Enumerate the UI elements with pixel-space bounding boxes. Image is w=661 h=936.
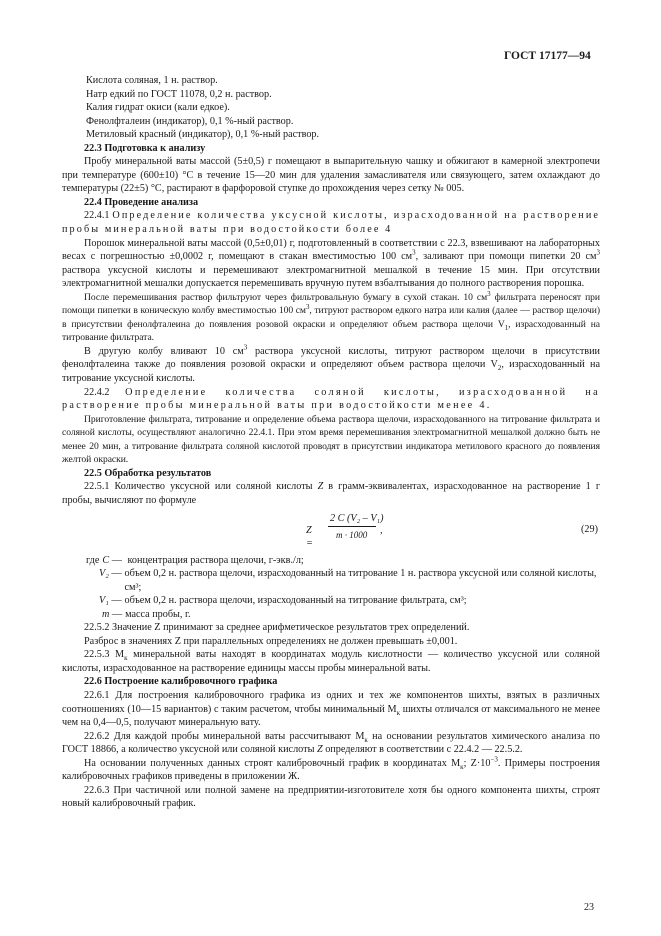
text-run: определяют в соответствии с 22.4.2 — 22.5.2. bbox=[322, 744, 523, 756]
superscript: −3 bbox=[490, 755, 498, 764]
clause-number: 22.4.2 bbox=[84, 386, 110, 398]
definition-row: V₂ — объем 0,2 н. раствора щелочи, израсходованный на титрование 1 н. раствора уксусной или соляной кислоты, см³; bbox=[62, 567, 600, 594]
variable-symbol: C bbox=[102, 554, 110, 566]
text-run: фильтрата переносят при помощи пипетки в коническую колбу вместимостью 100 см bbox=[62, 291, 601, 317]
paragraph: 22.6.1 Для построения калибровочного графика из одних и тех же компонентов шихты, взятых в различных соотношениях (10—15 вариантов) с таким расчетом, чтобы минимальный $М_к$ шихты отличался от максимального не менее чем на 0,4—0,5, получают минеральную вату. bbox=[62, 689, 600, 729]
definition-row: m — масса пробы, г. bbox=[62, 608, 600, 622]
reagent-line: Натр едкий по ГОСТ 11078, 0,2 н. раствор. bbox=[86, 88, 272, 100]
paragraph: В другую колбу вливают 10 $см^3$ раствора уксусной кислоты, титруют раствором щелочи в присутствии фенолфталеина также до появления розовой окраски и определяют объем раствора щелочи $V_2$, израсходованный на титрование уксусной кислоты. bbox=[62, 343, 600, 385]
text-run: , израсходованный на титрование фильтрата. bbox=[62, 318, 601, 344]
paragraph: 22.5.1 Количество уксусной или соляной кислоты Z в грамм-эквивалентах, израсходованное на растворение 1 г пробы, вычисляют по формуле bbox=[62, 481, 600, 506]
text-run: . Примеры построения калибровочных графиков приведены в приложении Ж. bbox=[62, 757, 600, 783]
text-run: ; Z·10 bbox=[463, 757, 491, 769]
variable-text: концентрация раствора щелочи, г-экв./л; bbox=[127, 554, 304, 566]
subsection-title-22-4-2 bbox=[62, 386, 600, 413]
text-run: Порошок минеральной ваты массой (0,5±0,01) г, подготовленный в соответствии с 22.3, взвешивают на лабораторных весах с погрешностью ±0,0002 г, помещают в стакан вместимостью 100 см bbox=[62, 237, 600, 263]
paragraph: Приготовление фильтрата, титрование и определение объема раствора щелочи, израсходованного на титрование фильтрата и соляной кислоты, осуществляют аналогично 22.4.1. При этом время перемешивания электромагнитной мешалкой должно быть не менее 20 мин, а титрование фильтрата соляной кислотой проводят в присутствии индикатора метилового красного до появления желтой окраски. bbox=[62, 413, 600, 466]
subscript: к bbox=[124, 654, 128, 663]
fraction-bar bbox=[328, 526, 376, 527]
paragraph: Пробу минеральной ваты массой (5±0,5) г помещают в выпарительную чашку и обжигают в камерной электропечи при температуре (600±10) °С в течение 15—20 мин для удаления замасливателя или связующего, затем охлаждают до температуры (22±5) °С, растирают в фарфоровой ступке до прохождения через сетку № 005. bbox=[62, 156, 600, 195]
paragraph bbox=[62, 648, 600, 675]
clause-number: 22.4.1 bbox=[84, 210, 110, 222]
clause-title: Определение количества соляной кислоты, израсходованной на растворение пробы минеральной ваты при водостойкости менее 4. bbox=[62, 386, 600, 412]
text-run: 22.6.1 Для построения калибровочного графика из одних и тех же компонентов шихты, взятых в различных соотношениях (10—15 вариантов) с таким расчетом, чтобы минимальный М bbox=[62, 689, 600, 715]
text-run: раствора уксусной кислоты, титруют раствором щелочи в присутствии фенолфталеина также до появления розовой окраски и определяют объем раствора щелочи V bbox=[62, 345, 600, 371]
formula-numerator: 2 C (V₂ – V₁) bbox=[330, 512, 384, 524]
text-run: 22.5.3 М bbox=[84, 649, 125, 661]
reagent-line: Кислота соляная, 1 н. раствор. bbox=[86, 75, 218, 86]
formula-tail: , bbox=[380, 524, 383, 536]
reagent-line: Метиловый красный (индикатор), 0,1 %-ный раствор. bbox=[86, 129, 320, 141]
paragraph: 22.5.2 Значение Z принимают за среднее арифметическое результатов трех определений. bbox=[84, 622, 470, 634]
equation-number: (29) bbox=[581, 523, 598, 535]
variable-symbol: V₂ bbox=[99, 568, 109, 580]
document-text bbox=[62, 74, 600, 811]
text-run: раствора уксусной кислоты и перемешивают электромагнитной мешалкой в течение 15 мин. При отсутствии электромагнитной мешалки допускается перемешивать вручную путем взбалтывания до полного растворения порошка. bbox=[62, 264, 600, 290]
reagent-line: Фенолфталеин (индикатор), 0,1 %-ный раствор. bbox=[86, 115, 294, 127]
paragraph: Разброс в значениях Z при параллельных определениях не должен превышать ±0,001. bbox=[84, 635, 458, 647]
text-run: 22.6.2 Для каждой пробы минеральной ваты рассчитывают М bbox=[84, 730, 365, 742]
text-run: После перемешивания раствор фильтруют через фильтровальную бумагу в сухой стакан. 10 см bbox=[84, 291, 488, 303]
text-run: 22.5.1 Количество уксусной или соляной кислоты bbox=[84, 481, 318, 493]
page-header-standard: ГОСТ 17177—94 bbox=[504, 50, 591, 62]
reagent-line: Калия гидрат окиси (кали едкое). bbox=[86, 102, 230, 114]
variable-text: объем 0,2 н. раствора щелочи, израсходованный на титрование фильтрата, см³; bbox=[124, 595, 467, 607]
paragraph: 22.6.3 При частичной или полной замене на предприятии-изготовителе хотя бы одного компонента шихты, строят новый калибровочный график. bbox=[62, 784, 600, 810]
paragraph: Порошок минеральной ваты массой (0,5±0,01) г, подготовленный в соответствии с 22.3, взвешивают на лабораторных весах с погрешностью ±0,0002 г, помещают в стакан вместимостью 100 $см^3$, заливают при помощи пипетки 20 $см^3$ раствора уксусной кислоты и перемешивают электромагнитной мешалкой в течение 15 мин. При отсутствии электромагнитной мешалки допускается перемешивать вручную путем взбалтывания до полного растворения порошка. bbox=[62, 237, 600, 290]
variable-text: объем 0,2 н. раствора щелочи, израсходованный на титрование 1 н. раствора уксусной или соляной кислоты, см³; bbox=[124, 568, 597, 593]
text-run: на основании результатов химического анализа по ГОСТ 18866, а количество уксусной или соляной кислоты bbox=[62, 730, 600, 756]
where-intro: где bbox=[86, 554, 100, 566]
text-run: , заливают при помощи пипетки 20 см bbox=[415, 251, 597, 263]
paragraph: 22.6.2 Для каждой пробы минеральной ваты рассчитывают $М_к$ на основании результатов химического анализа по ГОСТ 18866, а количество уксусной или соляной кислоты Z определяют в соответствии с 22.4.2 — 22.5.2. bbox=[62, 730, 600, 756]
variable-symbol: V₁ bbox=[99, 595, 109, 607]
text-run: минеральной ваты находят в координатах модуль кислотности — количество уксусной или соляной кислоты, израсходованное на растворение единицы массы пробы минеральной ваты. bbox=[62, 649, 600, 674]
variable-definitions bbox=[62, 554, 600, 622]
clause-title: Определение количества уксусной кислоты, израсходованной на растворение пробы минеральной ваты при водостойкости более 4 bbox=[62, 210, 600, 236]
paragraph: На основании полученных данных строят калибровочный график в координатах $М_к$; $Z\cdot 10^{-3}$. Примеры построения калибровочных графиков приведены в приложении Ж. bbox=[62, 755, 600, 783]
paragraph: После перемешивания раствор фильтруют через фильтровальную бумагу в сухой стакан. 10 $см^3$ фильтрата переносят при помощи пипетки в коническую колбу вместимостью 100 $см^3$, титруют раствором едкого натра или калия (далее — раствор щелочи) в присутствии фенолфталеина до появления розовой окраски и определяют объем раствора щелочи $V_1$, израсходованный на титрование фильтрата. bbox=[62, 289, 601, 344]
text-run: , израсходованный на титрование уксусной кислоты. bbox=[62, 359, 600, 385]
text-run: в грамм-эквивалентах, израсходованное на растворение 1 г пробы, вычисляют по формуле bbox=[62, 481, 600, 506]
formula-lhs: Z = bbox=[306, 524, 313, 550]
formula-29 bbox=[62, 510, 600, 554]
section-heading-22-6: 22.6 Построение калибровочного графика bbox=[84, 676, 278, 688]
formula-denominator: m · 1000 bbox=[336, 529, 368, 540]
definition-row: V₁ — объем 0,2 н. раствора щелочи, израсходованный на титрование фильтрата, см³; bbox=[62, 594, 600, 608]
section-heading-22-4: 22.4 Проведение анализа bbox=[84, 196, 199, 208]
definition-row: где C — концентрация раствора щелочи, г-экв./л; bbox=[62, 554, 600, 568]
section-heading-22-3: 22.3 Подготовка к анализу bbox=[84, 142, 206, 154]
variable-text: масса пробы, г. bbox=[125, 608, 191, 620]
section-heading-22-5: 22.5 Обработка результатов bbox=[84, 467, 212, 479]
text-run: , титруют раствором едкого натра или калия (далее — раствор щелочи) в присутствии фенолфталеина до появления розовой окраски и определяют объем раствора щелочи V bbox=[62, 305, 600, 330]
subsection-title-22-4-1 bbox=[62, 209, 600, 236]
text-run: На основании полученных данных строят калибровочный график в координатах М bbox=[84, 757, 461, 769]
page-number: 23 bbox=[584, 902, 594, 913]
variable-symbol: m bbox=[102, 608, 110, 620]
text-run: В другую колбу вливают 10 см bbox=[84, 345, 244, 357]
text-run: шихты отличался от максимального не менее чем на 0,4—0,5, получают минеральную вату. bbox=[62, 703, 600, 729]
